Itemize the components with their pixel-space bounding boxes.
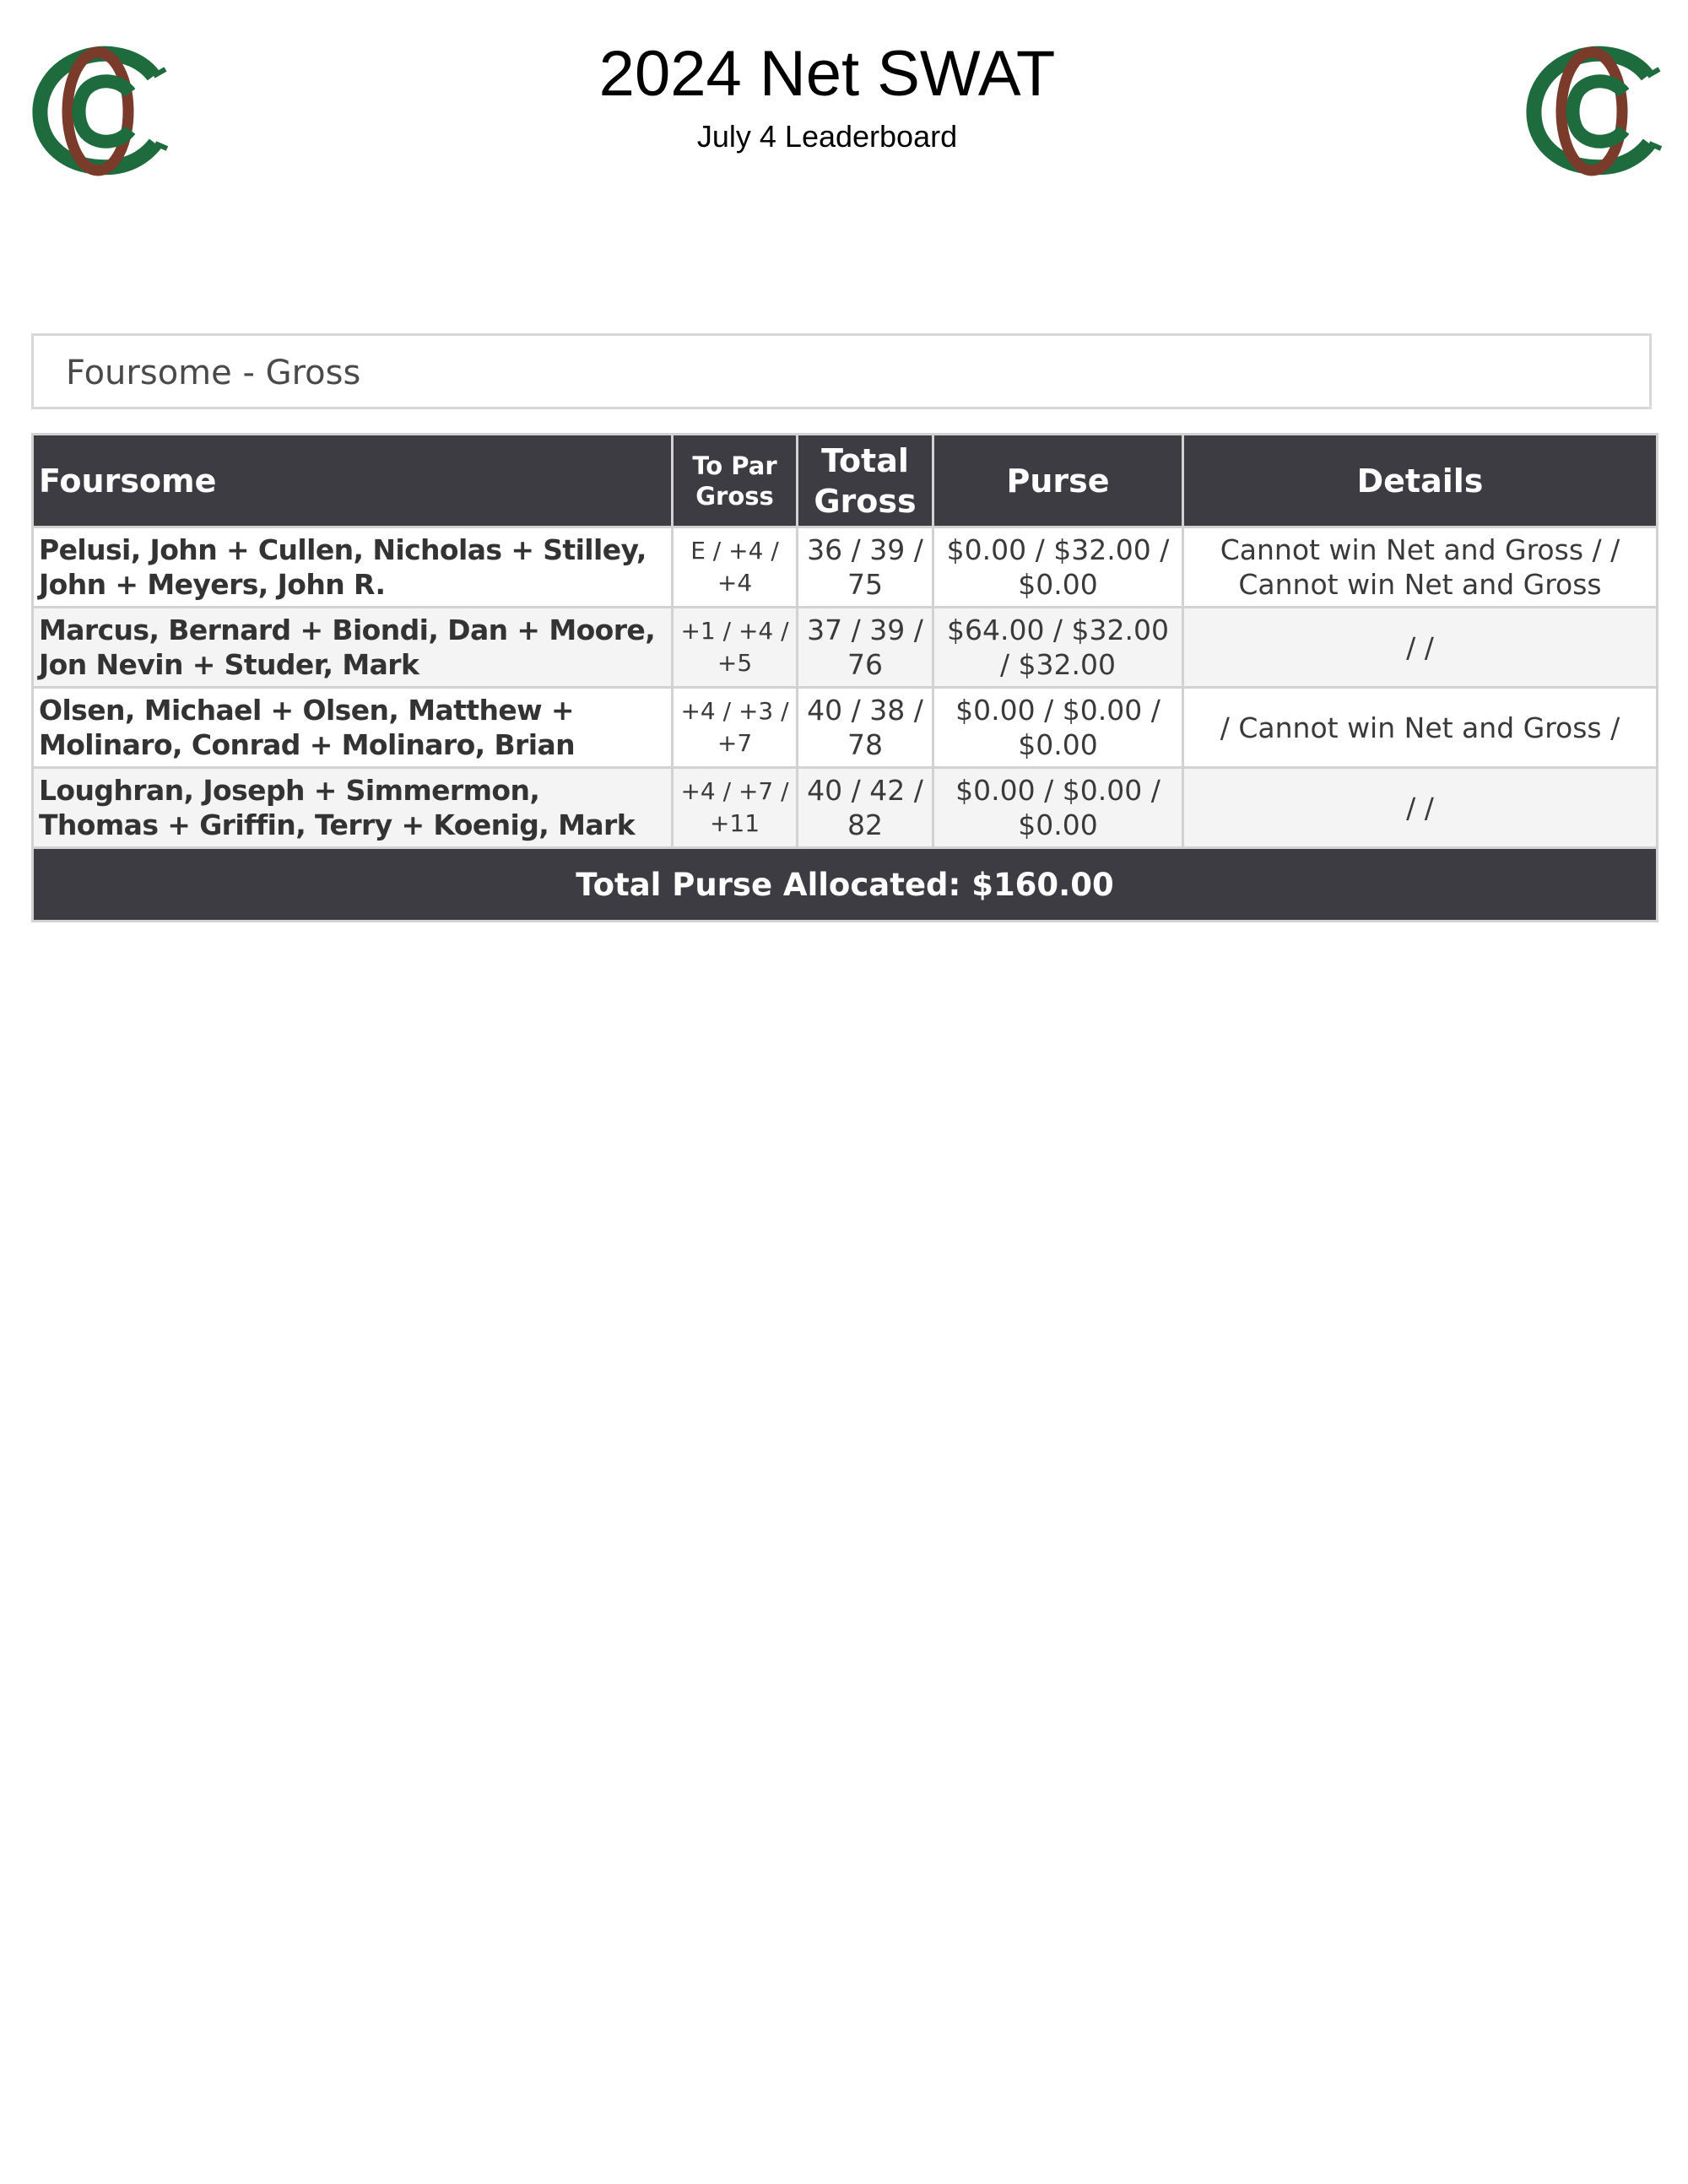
foursome-players: Marcus, Bernard + Biondi, Dan + Moore, Jon Nevin + Studer, Mark [33,608,673,688]
table-row [33,608,1658,688]
page-title: 2024 Net SWAT [598,38,1056,110]
total-gross: 36 / 39 / 75 [798,527,933,608]
purse: $0.00 / $0.00 / $0.00 [933,688,1183,768]
details: / Cannot win Net and Gross / [1183,688,1658,768]
to-par-gross: +4 / +3 / +7 [673,688,798,768]
column-header-total-line1: Total [821,441,909,479]
details: Cannot win Net and Gross / / Cannot win Net and Gross [1183,527,1658,608]
section-title: Foursome - Gross [66,354,361,392]
leaderboard-table [31,433,1658,922]
foursome-players: Loughran, Joseph + Simmermon, Thomas + Griffin, Terry + Koenig, Mark [33,768,673,848]
column-header-to-par-gross [673,435,798,527]
to-par-gross: E / +4 / +4 [673,527,798,608]
purse: $64.00 / $32.00 / $32.00 [933,608,1183,688]
purse: $0.00 / $0.00 / $0.00 [933,768,1183,848]
foursome-players: Pelusi, John + Cullen, Nicholas + Stilley, John + Meyers, John R. [33,527,673,608]
details: / / [1183,768,1658,848]
column-header-to-par-line1: To Par [692,451,777,480]
table-row [33,688,1658,768]
total-gross: 40 / 42 / 82 [798,768,933,848]
column-header-foursome: Foursome [33,435,673,527]
column-header-total-line2: Gross [814,482,917,520]
total-purse-allocated: Total Purse Allocated: $160.00 [33,848,1658,922]
page-subtitle: July 4 Leaderboard [696,119,958,154]
foursome-players: Olsen, Michael + Olsen, Matthew + Molinaro, Conrad + Molinaro, Brian [33,688,673,768]
column-header-details: Details [1183,435,1658,527]
total-gross: 37 / 39 / 76 [798,608,933,688]
total-gross: 40 / 38 / 78 [798,688,933,768]
column-header-purse: Purse [933,435,1183,527]
details: / / [1183,608,1658,688]
purse: $0.00 / $32.00 / $0.00 [933,527,1183,608]
to-par-gross: +1 / +4 / +5 [673,608,798,688]
to-par-gross: +4 / +7 / +11 [673,768,798,848]
column-header-total-gross [798,435,933,527]
section-header [31,333,1652,409]
column-header-to-par-line2: Gross [695,481,774,511]
page-header [0,34,1654,159]
table-row [33,527,1658,608]
table-footer-row [33,848,1658,922]
table-header-row [33,435,1658,527]
table-row [33,768,1658,848]
